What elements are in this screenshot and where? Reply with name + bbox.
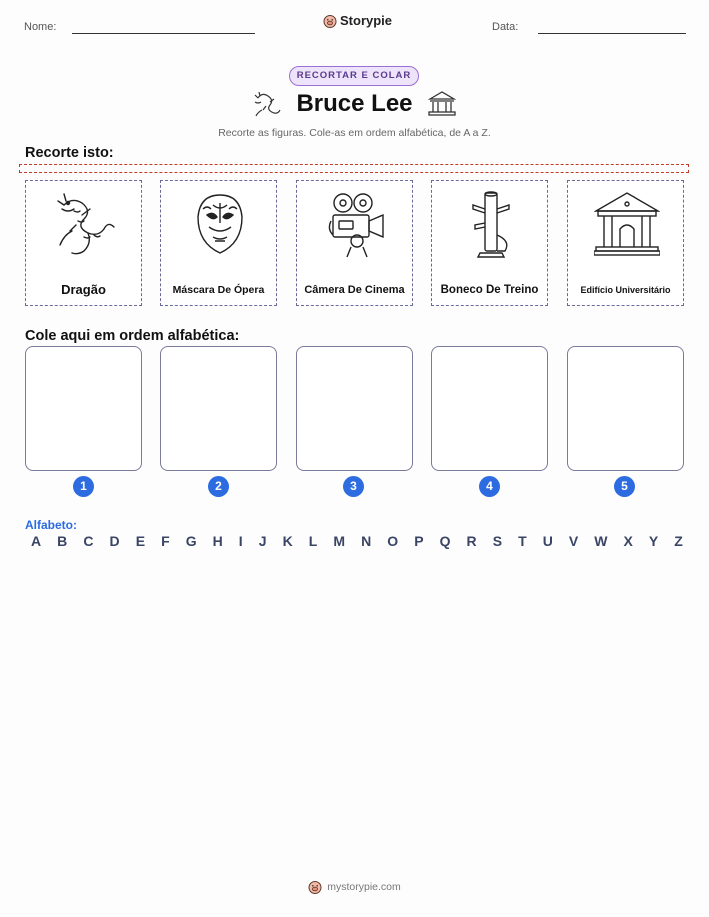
alphabet-letter: H [212, 533, 223, 549]
alphabet-letter: F [161, 533, 170, 549]
alphabet-letter: R [466, 533, 477, 549]
cut-card-university[interactable] [567, 180, 684, 306]
alphabet-letter: X [623, 533, 633, 549]
alphabet-row [31, 533, 683, 549]
alphabet-letter: S [492, 533, 503, 549]
paste-box-3[interactable] [296, 346, 413, 471]
title-row [0, 90, 709, 118]
date-label: Data: [492, 21, 519, 33]
storypie-pig-icon [308, 880, 322, 894]
alphabet-letter: G [185, 533, 197, 549]
number-badge: 5 [614, 476, 635, 497]
cut-card-wooden-dummy[interactable] [431, 180, 548, 306]
alphabet-letter: O [387, 533, 399, 549]
alphabet-letter: V [568, 533, 579, 549]
footer [0, 880, 709, 894]
alphabet-letter: T [518, 533, 527, 549]
alphabet-letter: P [414, 533, 424, 549]
number-badge: 1 [73, 476, 94, 497]
wooden-dummy-icon [458, 191, 524, 261]
dragon-icon [252, 90, 282, 118]
paste-box-5[interactable] [567, 346, 684, 471]
card-label: Boneco De Treino [440, 284, 539, 296]
card-label: Máscara De Ópera [172, 284, 265, 296]
alphabet-letter: Q [439, 533, 451, 549]
alphabet-letter: A [31, 533, 42, 549]
cut-section-label: Recorte isto: [25, 145, 114, 161]
alphabet-letter: D [109, 533, 120, 549]
footer-url[interactable]: mystorypie.com [327, 881, 401, 893]
paste-box-1[interactable] [25, 346, 142, 471]
alphabet-letter: I [238, 533, 243, 549]
university-building-icon [427, 90, 457, 118]
alphabet-letter: B [57, 533, 68, 549]
cut-card-movie-camera[interactable] [296, 180, 413, 306]
paste-box-2[interactable] [160, 346, 277, 471]
storypie-pig-icon [323, 14, 337, 28]
brand-logo [323, 13, 392, 28]
number-badge: 3 [343, 476, 364, 497]
alphabet-letter: C [83, 533, 94, 549]
alphabet-letter: W [594, 533, 608, 549]
dragon-icon [52, 191, 118, 261]
opera-mask-icon [187, 191, 253, 261]
name-line[interactable] [72, 33, 255, 34]
paste-box-4[interactable] [431, 346, 548, 471]
alphabet-letter: Y [648, 533, 659, 549]
instructions: Recorte as figuras. Cole-as em ordem alfabética, de A a Z. [218, 127, 491, 139]
alphabet-letter: M [333, 533, 346, 549]
university-building-icon [594, 191, 660, 261]
cut-card-opera-mask[interactable] [160, 180, 277, 306]
alphabet-letter: Z [674, 533, 683, 549]
paste-section-label: Cole aqui em ordem alfabética: [25, 328, 240, 344]
page-title: Bruce Lee [296, 90, 413, 117]
card-label: Edifício Universitário [580, 285, 671, 295]
number-badge: 2 [208, 476, 229, 497]
brand-name: Storypie [340, 13, 393, 28]
number-badge: 4 [479, 476, 500, 497]
alphabet-letter: L [308, 533, 318, 549]
cut-line [19, 164, 689, 173]
date-line[interactable] [538, 33, 686, 34]
alphabet-letter: U [542, 533, 553, 549]
movie-camera-icon [323, 191, 389, 261]
card-label: Dragão [61, 282, 106, 297]
alphabet-letter: K [282, 533, 293, 549]
card-label: Câmera De Cinema [304, 284, 405, 296]
alphabet-letter: N [361, 533, 372, 549]
alphabet-title: Alfabeto: [25, 518, 77, 532]
alphabet-letter: J [258, 533, 267, 549]
name-label: Nome: [24, 21, 57, 33]
activity-badge: RECORTAR E COLAR [289, 66, 419, 86]
alphabet-letter: E [135, 533, 146, 549]
cut-card-dragon[interactable] [25, 180, 142, 306]
